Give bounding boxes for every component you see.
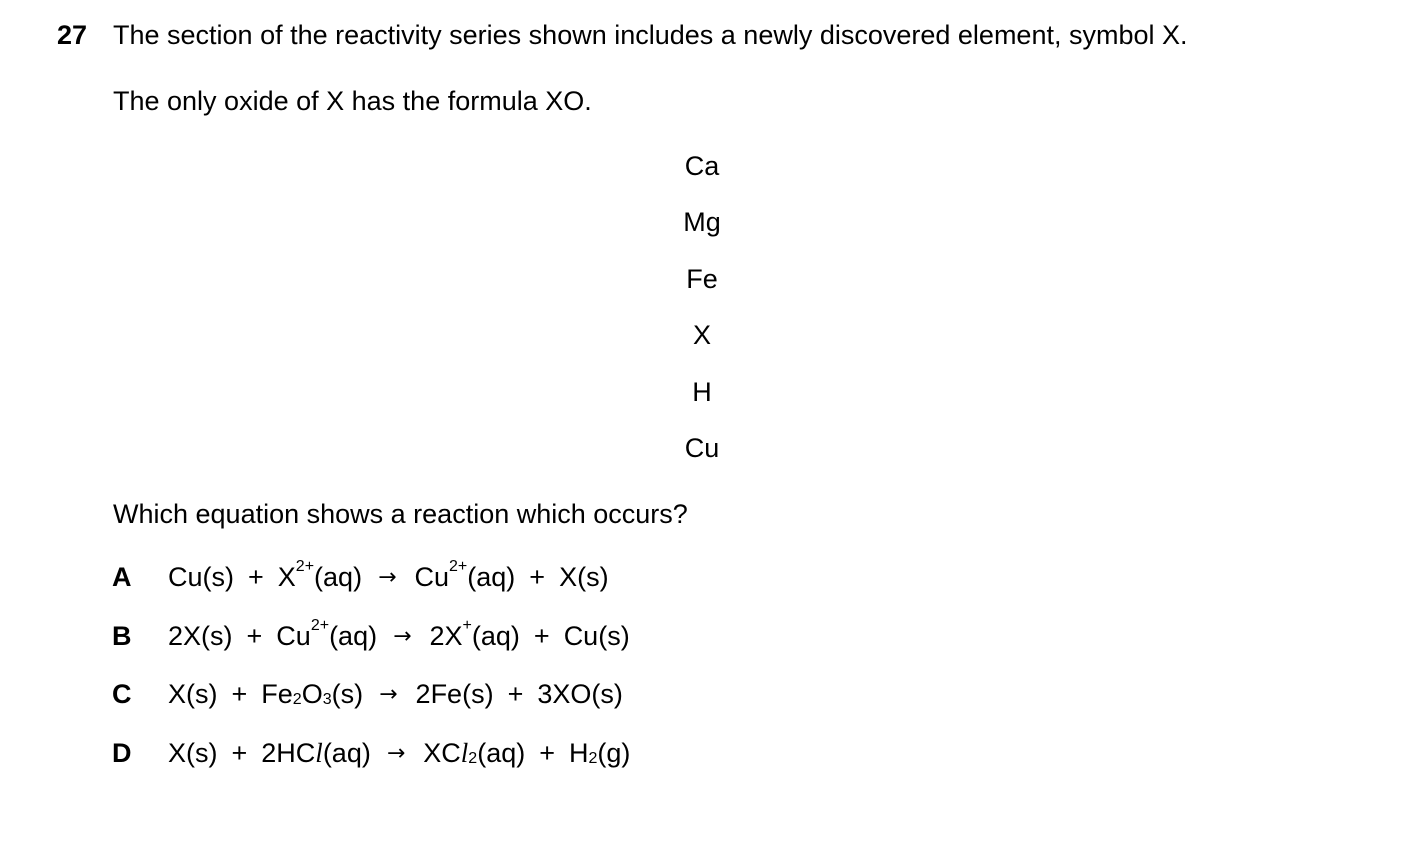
arrow-icon: → — [378, 565, 397, 590]
option-d-reactant-1: X(s) — [168, 738, 218, 768]
plus-sign: + — [507, 679, 524, 709]
option-a-product-2: X(s) — [559, 562, 609, 592]
plus-sign: + — [246, 621, 263, 651]
arrow-icon: → — [386, 741, 406, 766]
option-d-product-1: XCl$_2$(aq) — [423, 738, 526, 768]
plus-sign: + — [539, 738, 555, 768]
series-element-x: X — [692, 320, 711, 351]
option-b-product-1: 2X+(aq) — [429, 617, 520, 651]
option-b-reactant-2: $Cu^{2+}(aq)$ — [276, 617, 378, 651]
question-number: 27 — [57, 20, 88, 50]
option-d-equation — [168, 740, 630, 767]
option-d-reactant-2: 2HCl(aq) — [261, 738, 371, 768]
option-c-product-2: 3XO(s) — [537, 679, 623, 709]
series-element-cu: Cu — [684, 432, 720, 463]
option-b-letter[interactable]: B — [112, 621, 132, 651]
plus-sign: + — [248, 562, 264, 592]
option-c-equation — [168, 681, 623, 708]
option-c-letter[interactable]: C — [112, 679, 132, 709]
arrow-icon: → — [379, 682, 398, 707]
option-a-equation — [168, 558, 609, 592]
series-element-ca: Ca — [684, 151, 720, 181]
oxide-statement: The only oxide of X has the formula XO. — [113, 86, 592, 116]
arrow-icon: → — [393, 624, 412, 649]
option-c-reactant-2: $Fe_2O_3(s)$ — [261, 679, 364, 709]
plus-sign: + — [533, 621, 550, 651]
option-a-letter[interactable]: A — [112, 562, 132, 592]
question-prompt: Which equation shows a reaction which occurs? — [113, 499, 688, 529]
option-c-product-1: 2Fe(s) — [415, 679, 494, 709]
question-stem: The section of the reactivity series shown includes a newly discovered element, symbol X. — [113, 20, 1188, 50]
option-d-product-2: $H_2(g)$ — [569, 738, 631, 768]
plus-sign: + — [529, 562, 546, 592]
plus-sign: + — [231, 738, 248, 768]
option-d-letter[interactable]: D — [112, 738, 132, 768]
option-c-reactant-1: X(s) — [168, 679, 218, 709]
option-b-equation — [168, 617, 630, 651]
reactivity-series — [652, 152, 752, 490]
option-a-reactant-2: $X^{2+}(aq)$ — [277, 558, 363, 592]
plus-sign: + — [231, 679, 248, 709]
option-a-reactant-1: Cu(s) — [168, 562, 234, 592]
series-element-mg: Mg — [683, 207, 721, 238]
option-a-product-1: $Cu^{2+}(aq)$ — [414, 558, 516, 592]
series-element-h: H — [692, 376, 712, 407]
option-b-reactant-1: 2X(s) — [168, 621, 233, 651]
series-element-fe: Fe — [686, 263, 718, 294]
option-b-product-2: Cu(s) — [563, 621, 630, 651]
